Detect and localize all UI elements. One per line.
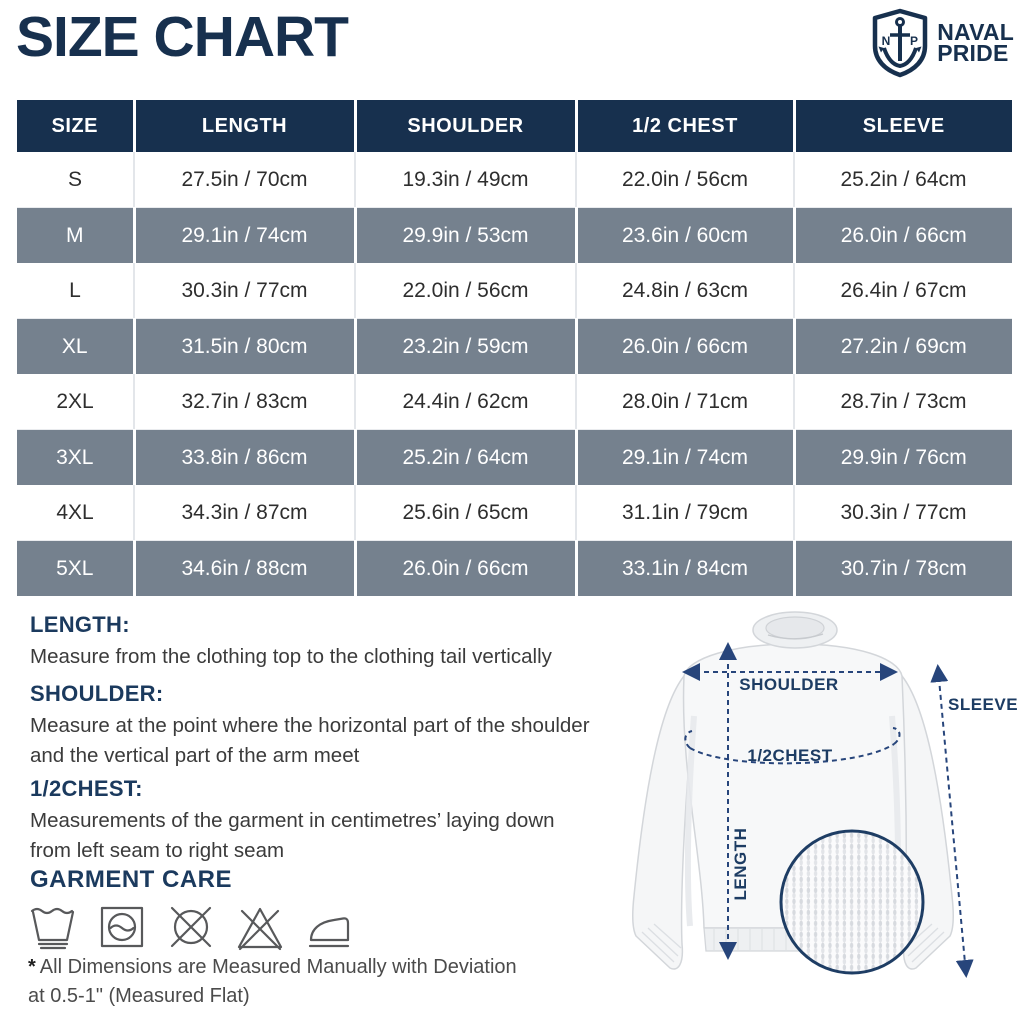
- cell-size: 3XL: [17, 430, 134, 486]
- cell-shoulder: 23.2in / 59cm: [355, 319, 576, 375]
- shoulder-note-body: Measure at the point where the horizontal part of the shoulder and the vertical part of the arm meet: [30, 714, 590, 768]
- table-row: [17, 208, 1012, 264]
- cell-length: 34.6in / 88cm: [134, 541, 355, 597]
- footnote-line-1: All Dimensions are Measured Manually with Deviation: [39, 956, 517, 978]
- cell-shoulder: 29.9in / 53cm: [355, 208, 576, 264]
- header-length: LENGTH: [134, 100, 355, 152]
- cell-shoulder: 22.0in / 56cm: [355, 263, 576, 319]
- cell-length: 31.5in / 80cm: [134, 319, 355, 375]
- footnote-line-2: at 0.5-1" (Measured Flat): [28, 985, 250, 1007]
- cell-size: 5XL: [17, 541, 134, 597]
- cell-size: S: [17, 152, 134, 208]
- monogram-letter-n: N: [881, 34, 891, 48]
- brand-logo: [870, 8, 1014, 78]
- cell-length: 29.1in / 74cm: [134, 208, 355, 264]
- cell-length: 32.7in / 83cm: [134, 374, 355, 430]
- diagram-shoulder-label: SHOULDER: [739, 675, 839, 694]
- cell-sleeve: 27.2in / 69cm: [794, 319, 1012, 375]
- diagram-half-chest-label: 1/2CHEST: [747, 746, 833, 765]
- cell-chest: 24.8in / 63cm: [576, 263, 794, 319]
- cell-shoulder: 19.3in / 49cm: [355, 152, 576, 208]
- cell-size: XL: [17, 319, 134, 375]
- cell-size: 2XL: [17, 374, 134, 430]
- table-row: [17, 485, 1012, 541]
- table-row: [17, 263, 1012, 319]
- brand-name: [937, 18, 1014, 66]
- cell-sleeve: 29.9in / 76cm: [794, 430, 1012, 486]
- cell-chest: 28.0in / 71cm: [576, 374, 794, 430]
- sweater-diagram: [618, 596, 1024, 1020]
- footnote: [28, 953, 628, 1011]
- do-not-bleach-icon: [235, 902, 285, 954]
- cell-shoulder: 25.2in / 64cm: [355, 430, 576, 486]
- anchor-shield-icon: [870, 8, 930, 78]
- table-row: [17, 541, 1012, 597]
- cell-sleeve: 30.3in / 77cm: [794, 485, 1012, 541]
- cell-chest: 26.0in / 66cm: [576, 319, 794, 375]
- garment-care-heading: GARMENT CARE: [30, 866, 232, 893]
- header-chest: 1/2 CHEST: [576, 100, 794, 152]
- cell-shoulder: 25.6in / 65cm: [355, 485, 576, 541]
- shoulder-note-heading: SHOULDER:: [30, 681, 164, 706]
- cell-sleeve: 25.2in / 64cm: [794, 152, 1012, 208]
- table-row: [17, 319, 1012, 375]
- table-header-row: [17, 100, 1012, 152]
- cell-length: 33.8in / 86cm: [134, 430, 355, 486]
- size-table: [17, 100, 1012, 596]
- length-note-heading: LENGTH:: [30, 612, 130, 637]
- cell-chest: 22.0in / 56cm: [576, 152, 794, 208]
- brand-line-2: PRIDE: [937, 40, 1009, 66]
- cell-shoulder: 26.0in / 66cm: [355, 541, 576, 597]
- cell-size: 4XL: [17, 485, 134, 541]
- cell-sleeve: 26.4in / 67cm: [794, 263, 1012, 319]
- page-title: SIZE CHART: [16, 5, 348, 69]
- iron-icon: [304, 902, 354, 954]
- machine-wash-icon: [97, 902, 147, 954]
- cell-sleeve: 26.0in / 66cm: [794, 208, 1012, 264]
- brand-line-1: NAVAL: [937, 18, 1014, 45]
- table-row: [17, 374, 1012, 430]
- chest-note-body: Measurements of the garment in centimetres’ laying down from left seam to right seam: [30, 809, 555, 863]
- diagram-sleeve-label: SLEEVE: [948, 695, 1019, 714]
- monogram-letter-p: P: [910, 34, 919, 48]
- table-row: [17, 430, 1012, 486]
- cell-length: 34.3in / 87cm: [134, 485, 355, 541]
- cell-length: 30.3in / 77cm: [134, 263, 355, 319]
- header-size: SIZE: [17, 100, 134, 152]
- cell-length: 27.5in / 70cm: [134, 152, 355, 208]
- cell-chest: 23.6in / 60cm: [576, 208, 794, 264]
- cell-size: M: [17, 208, 134, 264]
- gentle-wash-icon: [28, 902, 78, 954]
- do-not-dry-clean-icon: [166, 902, 216, 954]
- cell-size: L: [17, 263, 134, 319]
- chest-note-heading: 1/2CHEST:: [30, 776, 143, 801]
- footnote-marker: *: [28, 956, 36, 978]
- cell-chest: 31.1in / 79cm: [576, 485, 794, 541]
- cell-sleeve: 30.7in / 78cm: [794, 541, 1012, 597]
- diagram-length-label: LENGTH: [731, 827, 750, 901]
- cell-chest: 33.1in / 84cm: [576, 541, 794, 597]
- cell-sleeve: 28.7in / 73cm: [794, 374, 1012, 430]
- length-note-body: Measure from the clothing top to the clothing tail vertically: [30, 645, 552, 668]
- sweater-illustration: [618, 596, 1024, 1020]
- header-shoulder: SHOULDER: [355, 100, 576, 152]
- header-sleeve: SLEEVE: [794, 100, 1012, 152]
- cell-chest: 29.1in / 74cm: [576, 430, 794, 486]
- table-row: [17, 152, 1012, 208]
- garment-care-icons: [28, 902, 354, 954]
- cell-shoulder: 24.4in / 62cm: [355, 374, 576, 430]
